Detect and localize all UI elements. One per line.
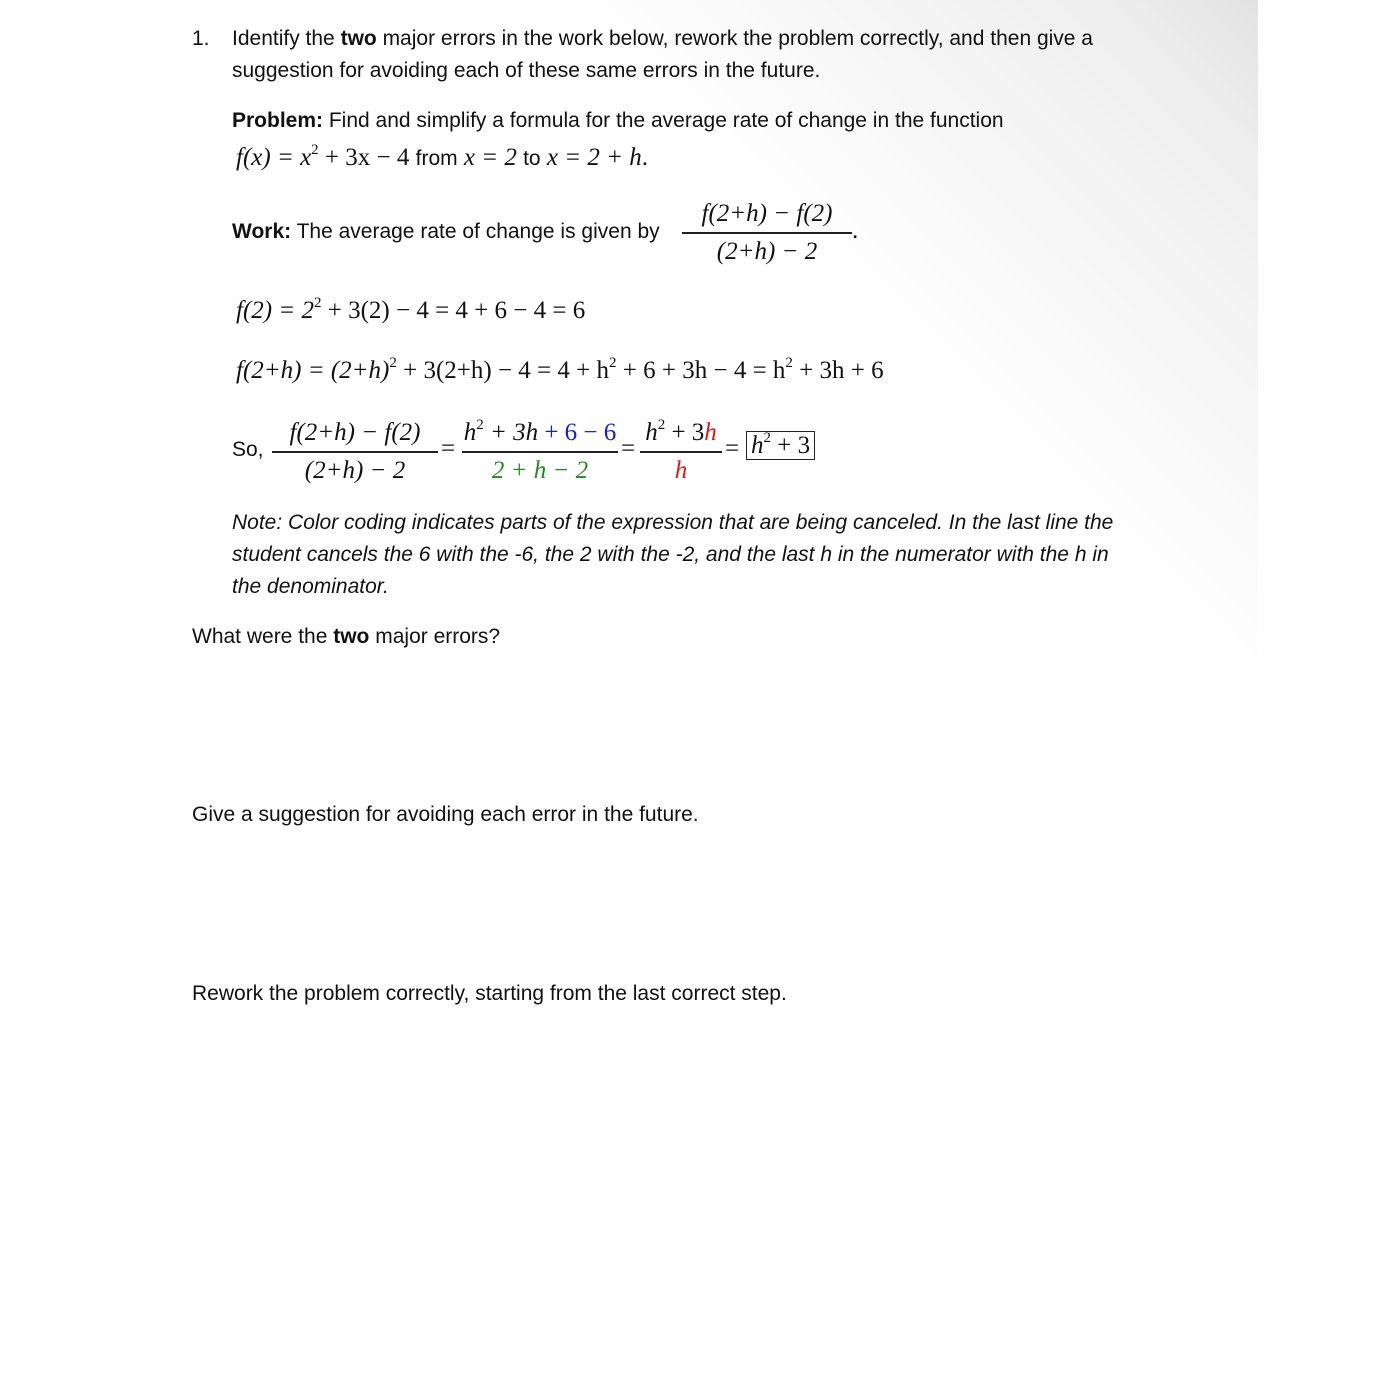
problem-statement: Problem: Find and simplify a formula for the average rate of change in the function xyxy=(232,109,1004,132)
boxed-result: $h^2 + 3$ xyxy=(746,431,815,461)
note-line-3: the denominator. xyxy=(232,575,389,598)
so-label: So, xyxy=(232,438,264,461)
equals-1: = xyxy=(441,435,456,462)
question-line-2: suggestion for avoiding each of these same errors in the future. xyxy=(232,59,821,82)
problem-function: $f(x) = x^2 + 3x - 4$ from x = 2 to x = 2 + h. xyxy=(236,142,648,171)
work-statement: Work: The average rate of change is given by xyxy=(232,220,660,243)
rework-prompt: Rework the problem correctly, starting from the last correct step. xyxy=(192,982,787,1005)
question-number: 1. xyxy=(192,27,210,50)
equals-2: = xyxy=(621,435,636,462)
work-period: . xyxy=(852,217,859,244)
note-line-2: student cancels the 6 with the -6, the 2 with the -2, and the last h in the numerator with the h in xyxy=(232,543,1109,566)
so-fraction-2: $h^2 + 3h + 6 - 6$ 2 + h − 2 xyxy=(463,417,617,484)
step-f2: $f(2) = 2^2 + 3(2) - 4 = 4 + 6 - 4 = 6$ xyxy=(236,295,586,324)
errors-prompt: What were the two major errors? xyxy=(192,625,501,648)
question-line-1: Identify the two major errors in the work below, rework the problem correctly, and then give a xyxy=(232,27,1093,50)
so-fraction-1: f(2+h) − f(2) (2+h) − 2 xyxy=(272,418,438,486)
suggestion-prompt: Give a suggestion for avoiding each error in the future. xyxy=(192,803,699,826)
note-line-1: Note: Color coding indicates parts of the expression that are being canceled. In the last line the xyxy=(232,511,1114,534)
rate-of-change-fraction: f(2+h) − f(2) (2+h) − 2 xyxy=(682,199,852,267)
step-f2h: $f(2+h) = (2+h)^2 + 3(2+h) - 4 = 4 + h^2 + 6 + 3h - 4 = h^2 + 3h + 6$ xyxy=(236,355,884,384)
equals-3: = xyxy=(725,435,740,462)
so-fraction-3: $h^2 + 3h$ h xyxy=(640,418,722,486)
